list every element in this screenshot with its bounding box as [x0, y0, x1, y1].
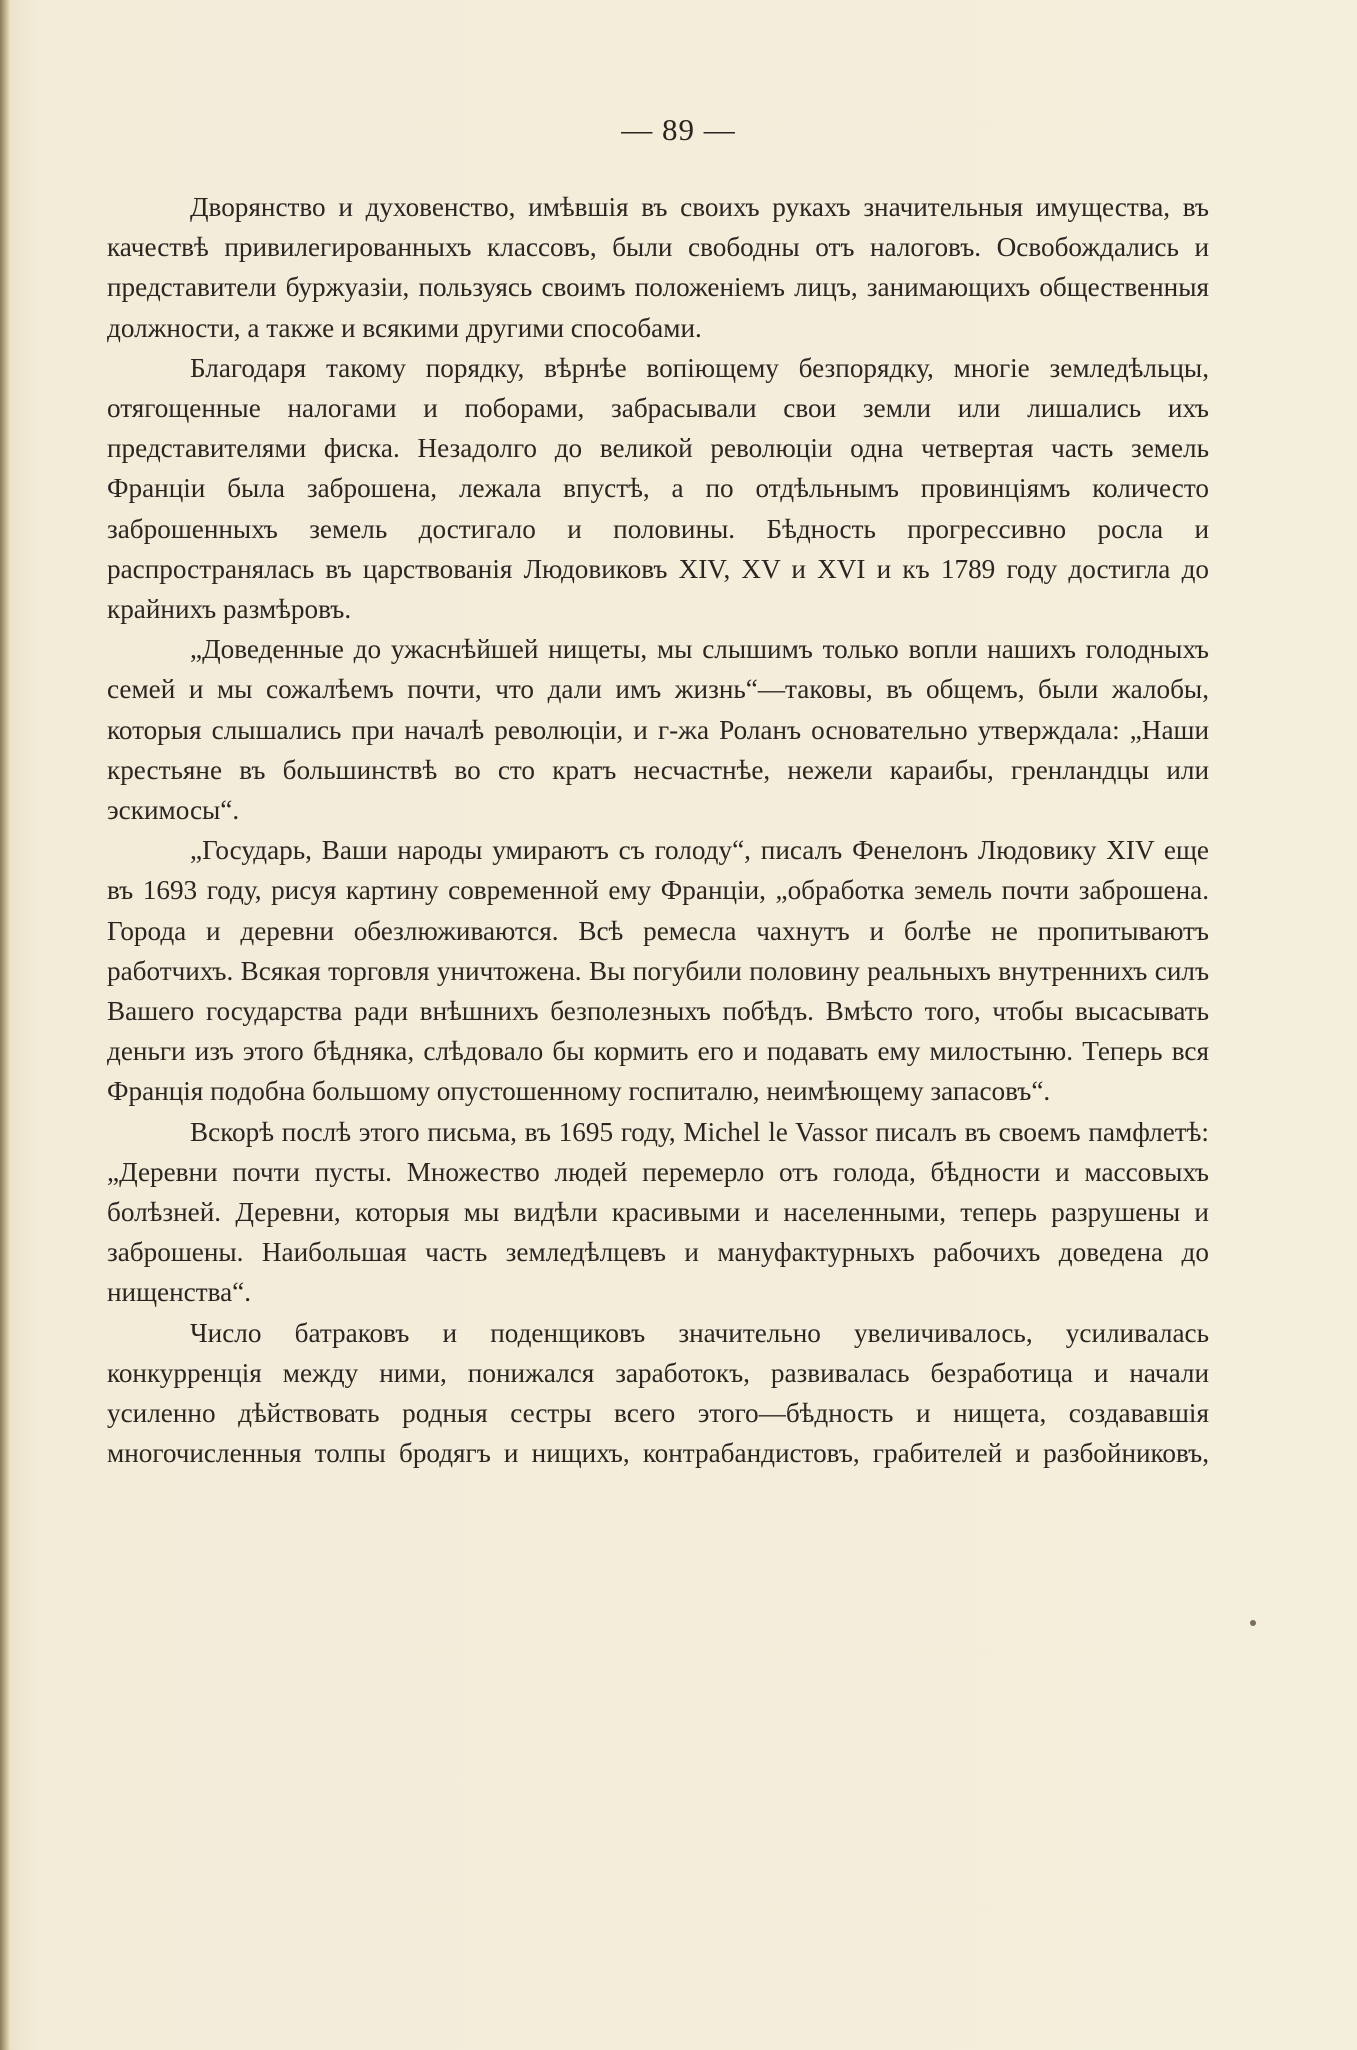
paragraph: Число батраковъ и поденщиковъ значительно увеличивалось, усиливалась конкурренція между ними, понижался заработокъ, развивалась безработица и начали усиленно дѣйствовать родныя сестры всего этого—бѣдность и нищета, создававшія многочисленныя толпы бродягъ и нищихъ, контрабандистовъ, грабителей и разбойниковъ,	[107, 1317, 1209, 1469]
body-text	[107, 187, 1209, 1474]
paragraph: „Государь, Ваши народы умираютъ съ голоду“, писалъ Фенелонъ Людовику XIV еще въ 1693 году, рисуя картину современной ему Франціи, „обработка земель почти заброшена. Города и деревни обезлюживаются. Всѣ ремесла чахнутъ и болѣе не пропитываютъ работчихъ. Всякая торговля уничтожена. Вы погубили половину реальныхъ внутреннихъ силъ Вашего государства ради внѣшнихъ безполезныхъ побѣдъ. Вмѣсто того, чтобы высасывать деньги изъ этого бѣдняка, слѣдовало бы кормить его и подавать ему милостыню. Теперь вся Франція подобна большому опустошенному госпиталю, неимѣющему запасовъ“.	[107, 835, 1209, 1107]
paragraph: „Доведенные до ужаснѣйшей нищеты, мы слышимъ только вопли нашихъ голодныхъ семей и мы сожалѣемъ почти, что дали имъ жизнь“—таковы, въ общемъ, были жалобы, которыя слышались при началѣ революціи, и г-жа Роланъ основательно утверждала: „Наши крестьяне въ большинствѣ во сто кратъ несчастнѣе, нежели караибы, гренландцы или эскимосы“.	[107, 634, 1209, 826]
paper-speck	[1250, 1620, 1256, 1626]
paragraph: Вскорѣ послѣ этого письма, въ 1695 году, Michel le Vassor писалъ въ своемъ памфлетѣ: „Деревни почти пусты. Множество людей перемерло отъ голода, бѣдности и массовыхъ болѣзней. Деревни, которыя мы видѣли красивыми и населенными, теперь разрушены и заброшены. Наибольшая часть земледѣлцевъ и мануфактурныхъ рабочихъ доведена до нищенства“.	[107, 1116, 1209, 1308]
page-number: — 89 —	[621, 112, 736, 147]
paragraph: Благодаря такому порядку, вѣрнѣе вопіющему безпорядку, многіе земледѣльцы, отягощенные налогами и поборами, забрасывали свои земли или лишались ихъ представителями фиска. Незадолго до великой революціи одна четвертая часть земель Франціи была заброшена, лежала впустѣ, а по отдѣльнымъ провинціямъ количесто заброшенныхъ земель достигало и половины. Бѣдность прогрессивно росла и распространялась въ царствованія Людовиковъ XIV, XV и XVI и къ 1789 году достигла до крайнихъ размѣровъ.	[107, 352, 1209, 625]
page-edge-shadow	[0, 0, 10, 2050]
paragraph: Дворянство и духовенство, имѣвшія въ своихъ рукахъ значительныя имущества, въ качествѣ привилегированныхъ классовъ, были свободны отъ налоговъ. Освобождались и представители буржуазіи, пользуясь своимъ положеніемъ лицъ, занимающихъ общественныя должности, а также и всякими другими способами.	[107, 192, 1209, 343]
